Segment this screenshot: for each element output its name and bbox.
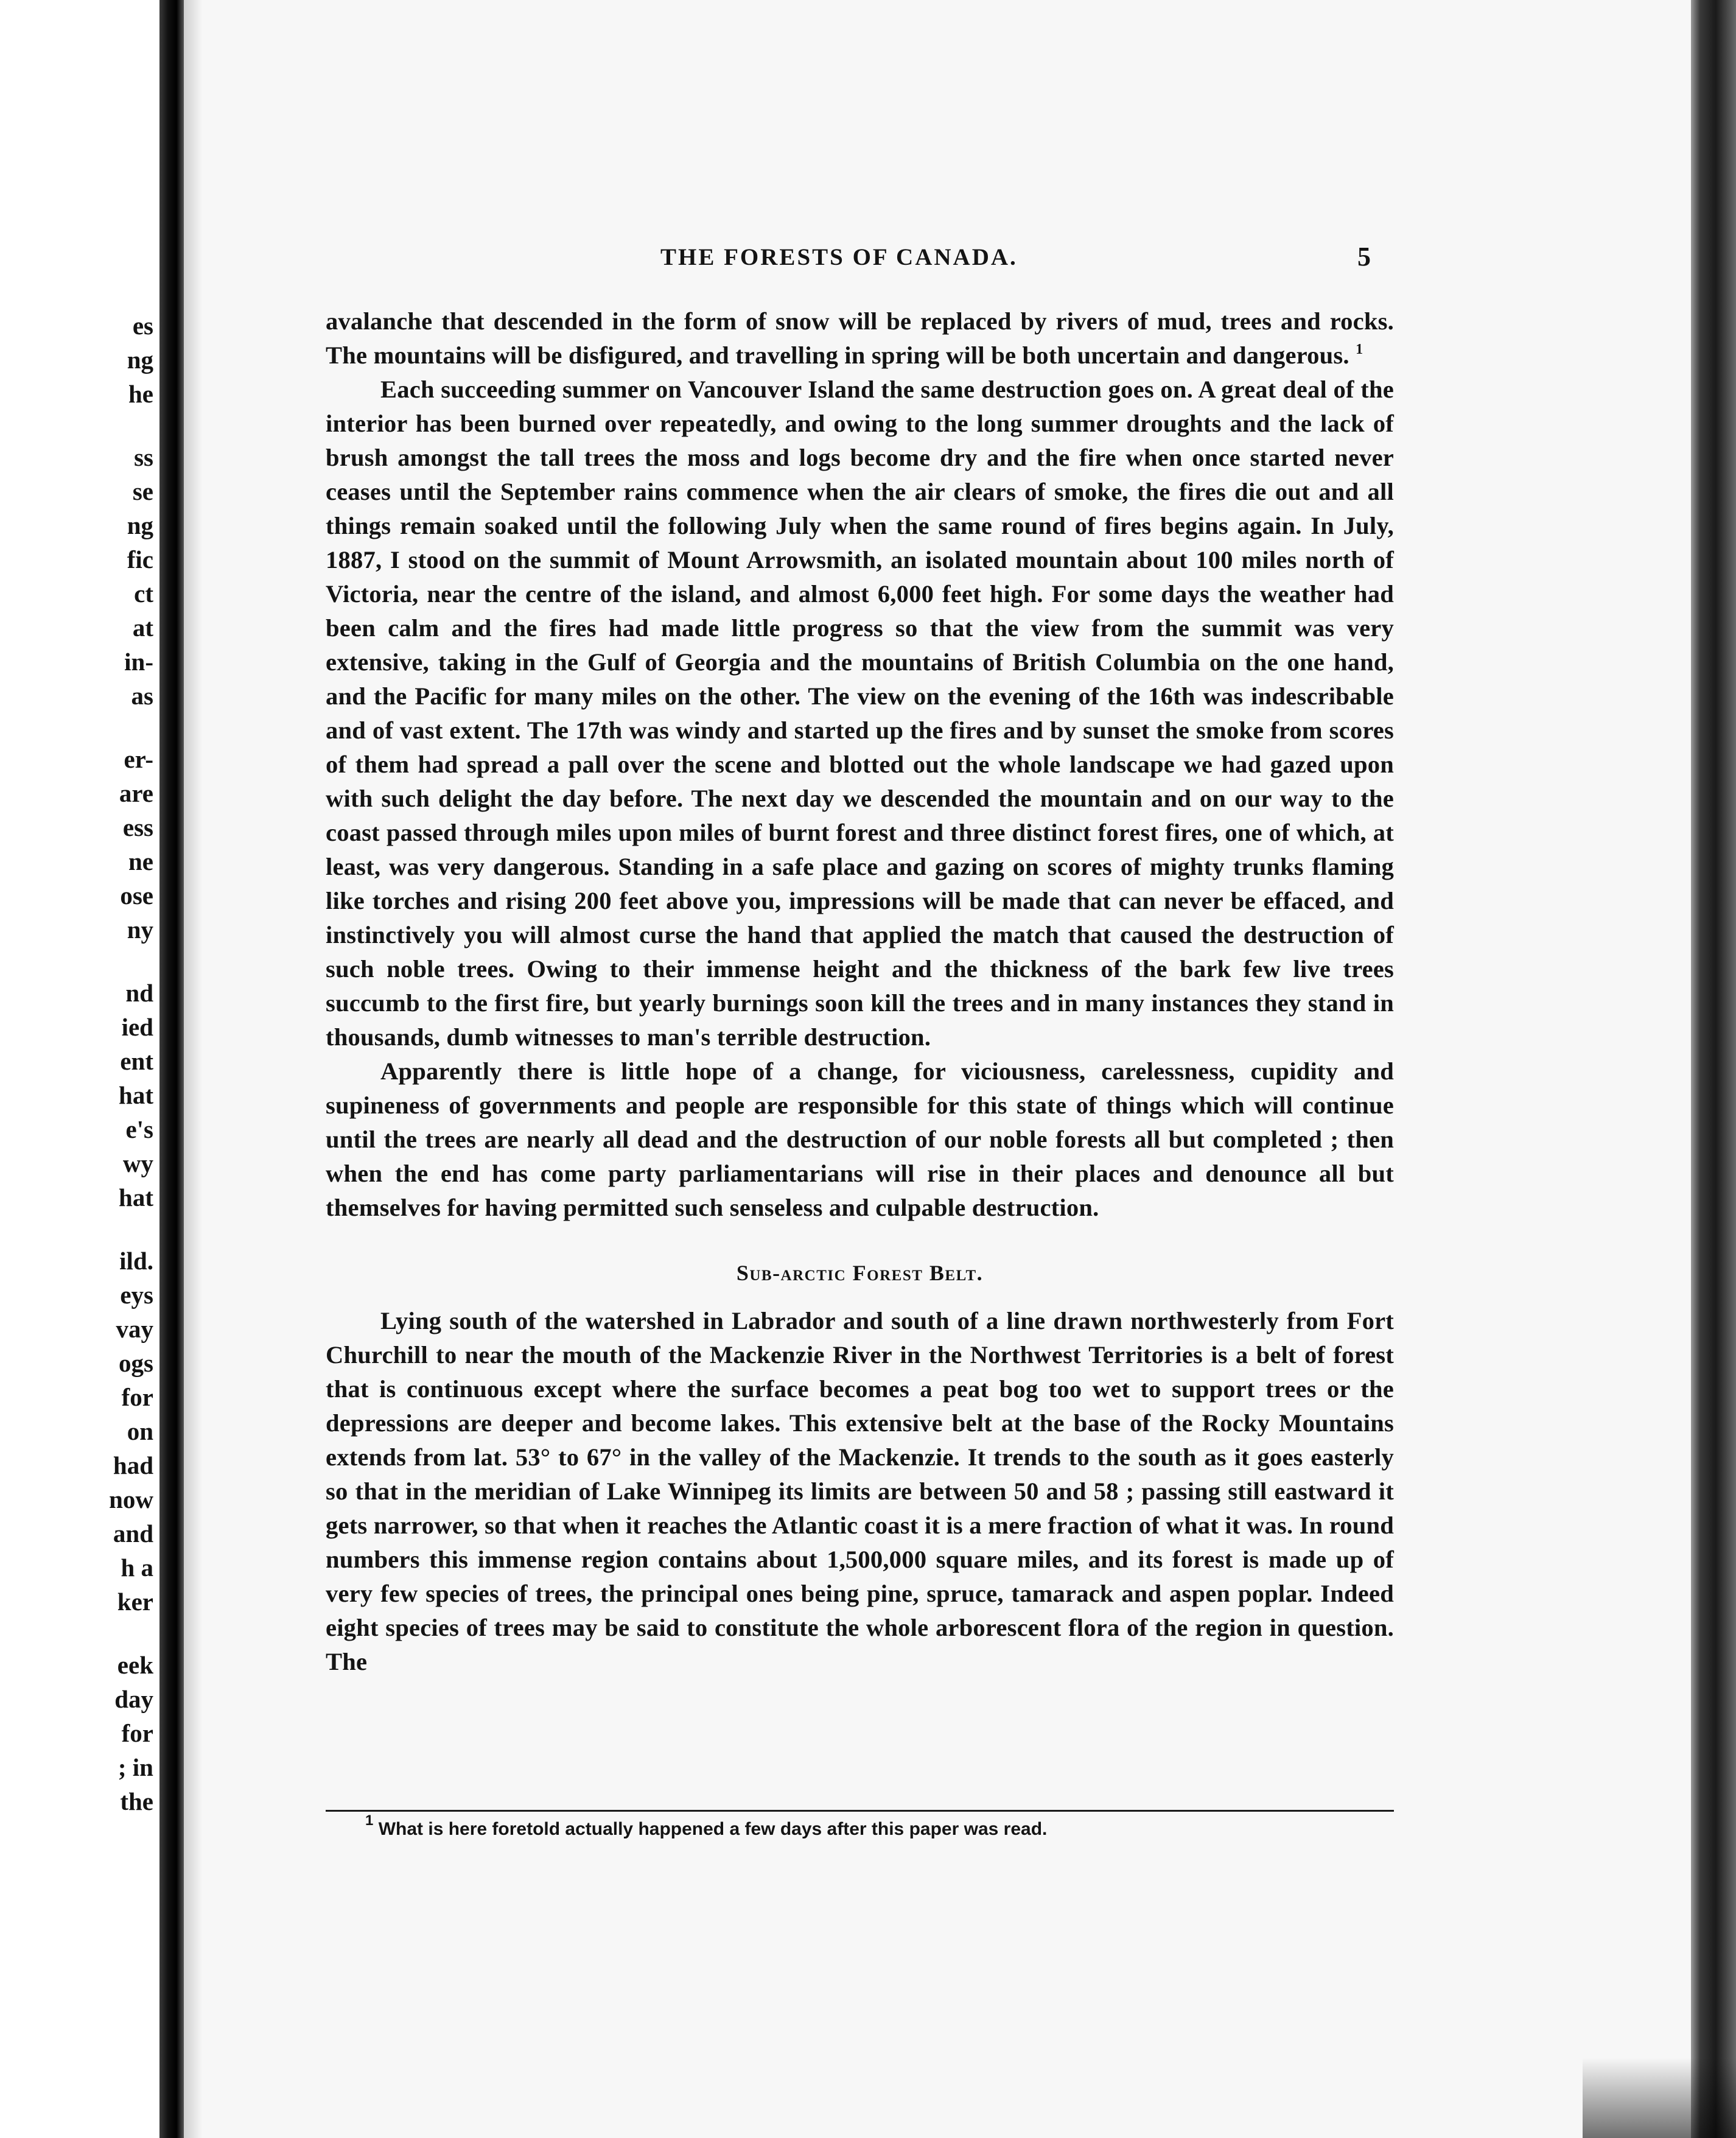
footnote-rule bbox=[326, 1810, 1394, 1812]
running-head: THE FORESTS OF CANADA. bbox=[660, 244, 1018, 270]
prev-line-fragment: ng bbox=[127, 511, 153, 539]
gutter-shadow bbox=[184, 0, 202, 2138]
prev-line-fragment: ng bbox=[127, 346, 153, 374]
prev-line-fragment: ct bbox=[134, 580, 153, 608]
paragraph bbox=[326, 304, 1394, 373]
prev-line-fragment: vay bbox=[116, 1315, 153, 1343]
prev-line-fragment: are bbox=[119, 779, 153, 807]
prev-line-fragment: at bbox=[132, 614, 153, 642]
prev-line-fragment: the bbox=[120, 1787, 153, 1815]
prev-line-fragment: for bbox=[121, 1719, 153, 1747]
prev-line-fragment: fic bbox=[127, 545, 153, 573]
prev-line-fragment: had bbox=[113, 1451, 153, 1479]
prev-line-fragment: ent bbox=[120, 1047, 153, 1075]
footnote bbox=[365, 1812, 1048, 1840]
prev-line-fragment: day bbox=[114, 1685, 153, 1713]
paragraph-text: avalanche that descended in the form of snow will be replaced by rivers of mud, trees and rocks. The mountains will be disfigured, and travelling in spring will be both uncertain and dangerous. bbox=[326, 307, 1394, 369]
scan-shadow bbox=[1583, 2058, 1736, 2138]
prev-line-fragment: ess bbox=[122, 813, 153, 841]
prev-line-fragment: ild. bbox=[119, 1247, 153, 1275]
paragraph: Each succeeding summer on Vancouver Island the same destruction goes on. A great deal of the interior has been burned over repeatedly, and owing to the long summer droughts and the lack of brush amongst the tall trees the moss and logs become dry and the fire when once started never ceases until the September rains commence when the air clears of smoke, the fires die out and all things remain soaked until the following July when the same round of fires begins again. In July, 1887, I stood on the summit of Mount Arrowsmith, an isolated mountain about 100 miles north of Victoria, near the centre of the island, and almost 6,000 feet high. For some days the weather had been calm and the fires had made little progress so that the view from the summit was very extensive, taking in the Gulf of Georgia and the mountains of British Columbia on the one hand, and the Pacific for many miles on the other. The view on the evening of the 16th was indescribable and of vast extent. The 17th was windy and started up the fires and by sunset the smoke from scores of them had spread a pall over the scene and blotted out the whole landscape we had gazed upon with such delight the day before. The next day we descended the mountain and on our way to the coast passed through miles upon miles of burnt forest and three distinct forest fires, one of which, at least, was very dangerous. Standing in a safe place and gazing on scores of mighty trunks flaming like torches and rising 200 feet above you, impressions will be made that can never be effaced, and instinctively you will almost curse the hand that applied the match that caused the destruction of such noble trees. Owing to their immense height and the thickness of the bark few live trees succumb to the first fire, but yearly burnings soon kill the trees and in many instances they stand in thousands, dumb witnesses to man's terrible destruction. bbox=[326, 376, 1394, 1051]
prev-line-fragment: wy bbox=[122, 1149, 153, 1177]
paragraph: Apparently there is little hope of a change, for viciousness, carelessness, cupidity and supineness of governments and people are responsible for this state of things which will continue until the trees are nearly all dead and the destruction of our noble forests all but completed ; then when the end has come party parliamentarians will rise in their places and denounce all but themselves for having permitted such senseless and culpable destruction. bbox=[326, 1057, 1394, 1221]
prev-line-fragment: hat bbox=[119, 1183, 153, 1211]
prev-line-fragment: hat bbox=[119, 1081, 153, 1109]
page-right-edge bbox=[1691, 0, 1736, 2138]
prev-line-fragment: ogs bbox=[119, 1349, 153, 1377]
prev-line-fragment: es bbox=[132, 312, 153, 340]
prev-line-fragment: ne bbox=[128, 847, 153, 875]
prev-line-fragment: now bbox=[109, 1485, 153, 1513]
prev-line-fragment: se bbox=[132, 477, 153, 505]
prev-line-fragment: ss bbox=[134, 443, 153, 471]
body-text bbox=[326, 304, 1394, 1679]
footnote-number: 1 bbox=[365, 1812, 374, 1829]
prev-line-fragment: and bbox=[113, 1519, 153, 1547]
section-heading: Sub-arctic Forest Belt. bbox=[736, 1261, 984, 1285]
prev-line-fragment: er- bbox=[124, 745, 153, 773]
prev-line-fragment: ny bbox=[127, 916, 153, 944]
prev-line-fragment: ose bbox=[120, 881, 153, 910]
prev-line-fragment: ; in bbox=[117, 1753, 153, 1781]
prev-line-fragment: nd bbox=[125, 979, 153, 1007]
prev-line-fragment: eys bbox=[120, 1281, 153, 1309]
previous-page-margin bbox=[0, 0, 159, 2138]
prev-line-fragment: he bbox=[128, 380, 153, 408]
prev-line-fragment: ied bbox=[121, 1013, 153, 1041]
prev-line-fragment: on bbox=[127, 1417, 153, 1445]
footnote-marker: 1 bbox=[1356, 342, 1363, 357]
prev-line-fragment: in- bbox=[124, 648, 153, 676]
footnote-text: What is here foretold actually happened a few days after this paper was read. bbox=[378, 1819, 1048, 1839]
prev-line-fragment: for bbox=[121, 1383, 153, 1411]
book-gutter bbox=[159, 0, 184, 2138]
prev-line-fragment: e's bbox=[125, 1115, 153, 1143]
page-number: 5 bbox=[1357, 242, 1371, 272]
prev-line-fragment: as bbox=[131, 682, 153, 710]
prev-line-fragment: eek bbox=[117, 1651, 153, 1679]
paragraph: Lying south of the watershed in Labrador and south of a line drawn northwesterly from Fort Churchill to near the mouth of the Mackenzie River in the Northwest Territories is a belt of forest that is continuous except where the surface becomes a peat bog too wet to support trees or the depressions are deeper and become lakes. This extensive belt at the base of the Rocky Mountains extends from lat. 53° to 67° in the valley of the Mackenzie. It trends to the south as it goes easterly so that in the meridian of Lake Winnipeg its limits are between 50 and 58 ; passing still eastward it gets narrower, so that when it reaches the Atlantic coast it is a mere fraction of what it was. In round numbers this immense region contains about 1,500,000 square miles, and its forest is made up of very few species of trees, the principal ones being pine, spruce, tamarack and aspen poplar. Indeed eight species of trees may be said to constitute the whole arborescent flora of the region in question. The bbox=[326, 1307, 1394, 1675]
prev-line-fragment: ker bbox=[117, 1588, 153, 1616]
prev-line-fragment: h a bbox=[121, 1554, 153, 1582]
